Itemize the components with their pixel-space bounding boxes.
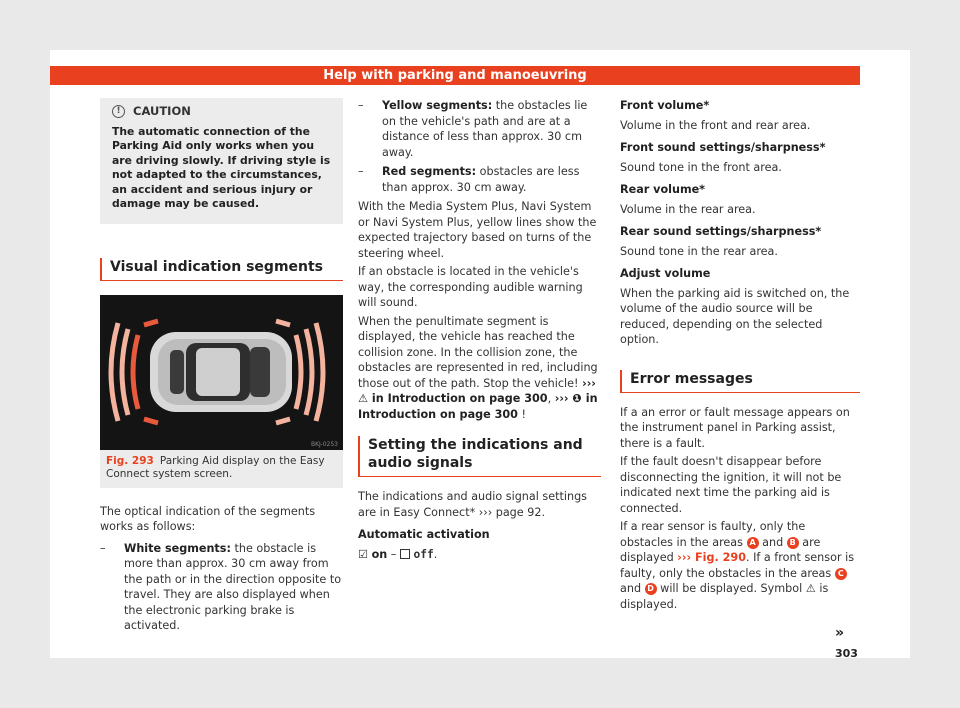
section-heading-settings: Setting the indications and audio signals [358, 436, 601, 477]
yellow-segments-term: Yellow segments: [382, 99, 493, 112]
figure-293 [100, 295, 343, 488]
list-item-yellow: – Yellow segments: the obstacles lie on the vehicle's path and are at a distance of less than approx. 30 cm away. [358, 99, 588, 159]
link-caution-ref[interactable]: ››› ⚠ in Introduction on page 300 [358, 376, 596, 405]
caution-header [112, 104, 331, 120]
column-right [620, 98, 860, 615]
section-heading-visual: Visual indication segments [100, 258, 343, 281]
rear-volume-heading: Rear volume* [620, 183, 706, 196]
segments-intro: The optical indication of the segments works as follows: [100, 504, 316, 533]
adjust-volume-heading: Adjust volume [620, 267, 711, 280]
checkbox-checked-icon: ☑ [358, 547, 369, 561]
caution-title: CAUTION [133, 104, 191, 118]
list-item-red: – Red segments: obstacles are less than approx. 30 cm away. [358, 165, 580, 194]
figure-caption-text: Parking Aid display on the Easy Connect system screen. [106, 454, 325, 480]
continue-arrow: » [835, 625, 845, 641]
page-number: 303 [835, 647, 858, 660]
page-header: Help with parking and manoeuvring [50, 66, 860, 85]
link-fig-290[interactable]: ››› Fig. 290 [677, 551, 746, 564]
white-segments-text: the obstacle is more than approx. 30 cm away from the path or in the direction opposite to travel. They are also displayed when the electronic parking brake is activated. [124, 541, 342, 632]
settings-paragraph: The indications and audio signal settings are in Easy Connect* ››› page 92. [358, 490, 588, 519]
error-paragraph-2: If the fault doesn't disappear before disconnecting the ignition, it will not be indicated next time the parking aid is connected. [620, 455, 842, 515]
area-badge-d: D [645, 583, 657, 595]
front-sound-text: Sound tone in the front area. [620, 160, 782, 174]
area-badge-a: A [747, 537, 759, 549]
option-off: off [413, 547, 434, 561]
penultimate-paragraph: When the penultimate segment is displayed, the vehicle has reached the collision zone. In the collision zone, the obstacles are represented in red, including those out of the path. Stop the vehicle! ››› ⚠ in Introduction on page 300, ››› ❶ in Introduction on page 300 ! [358, 314, 598, 421]
rear-volume-text: Volume in the rear area. [620, 202, 756, 216]
figure-code: BKJ-0253 [310, 440, 338, 448]
list-item-white: – White segments: the obstacle is more than approx. 30 cm away from the path or in the direction opposite to travel. They are also displayed when the electronic parking brake is activated. [100, 541, 342, 632]
section-heading-errors: Error messages [620, 370, 860, 393]
option-on: on [371, 547, 388, 561]
exclamation-icon: ! [112, 105, 125, 118]
link-note-ref[interactable]: ››› ❶ in Introduction on page 300 [358, 392, 598, 421]
rear-sound-text: Sound tone in the rear area. [620, 244, 778, 258]
parking-aid-image [100, 295, 343, 450]
area-badge-c: C [835, 568, 847, 580]
caution-box [100, 98, 343, 224]
obstacle-paragraph: If an obstacle is located in the vehicle's way, the corresponding audible warning will sound. [358, 265, 583, 309]
rear-sound-heading: Rear sound settings/sharpness* [620, 225, 822, 238]
front-volume-heading: Front volume* [620, 99, 710, 112]
car-body [150, 332, 292, 412]
auto-activation-heading: Automatic activation [358, 528, 490, 541]
media-system-paragraph: With the Media System Plus, Navi System or Navi System Plus, yellow lines show the expected trajectory based on turns of the steering wheel. [358, 200, 597, 260]
figure-label: Fig. 293 [106, 454, 154, 467]
figure-caption [100, 450, 343, 488]
adjust-volume-text: When the parking aid is switched on, the volume of the audio source will be reduced, depending on the selected option. [620, 286, 850, 346]
car-top-view-illustration [100, 295, 343, 450]
column-left [100, 98, 343, 638]
front-volume-text: Volume in the front and rear area. [620, 118, 811, 132]
red-segments-term: Red segments: [382, 165, 477, 178]
white-segments-term: White segments: [124, 541, 231, 555]
caution-text: The automatic connection of the Parking Aid only works when you are driving slowly. If driving style is not adapted to the circumstances, an accident and serious injury or damage may be caused. [112, 124, 331, 210]
error-paragraph-3: If a rear sensor is faulty, only the obstacles in the areas A and B are displayed ››› Fig. 290. If a front sensor is faulty, only the obstacles in the areas C and D will be displayed. Symbol ⚠ is displayed. [620, 520, 855, 611]
error-paragraph-1: If a an error or fault message appears on the instrument panel in Parking assist, there is a fault. [620, 405, 850, 450]
checkbox-empty-icon [400, 549, 410, 559]
warning-triangle-icon: ⚠ [805, 582, 816, 595]
red-segments-text: obstacles are less than approx. 30 cm away. [382, 165, 580, 194]
column-middle [358, 98, 601, 562]
yellow-segments-text: the obstacles lie on the vehicle's path and are at a distance of less than approx. 30 cm away. [382, 99, 588, 159]
area-badge-b: B [787, 537, 799, 549]
auto-activation-options: ☑ on – off. [358, 547, 438, 561]
front-sound-heading: Front sound settings/sharpness* [620, 141, 826, 154]
